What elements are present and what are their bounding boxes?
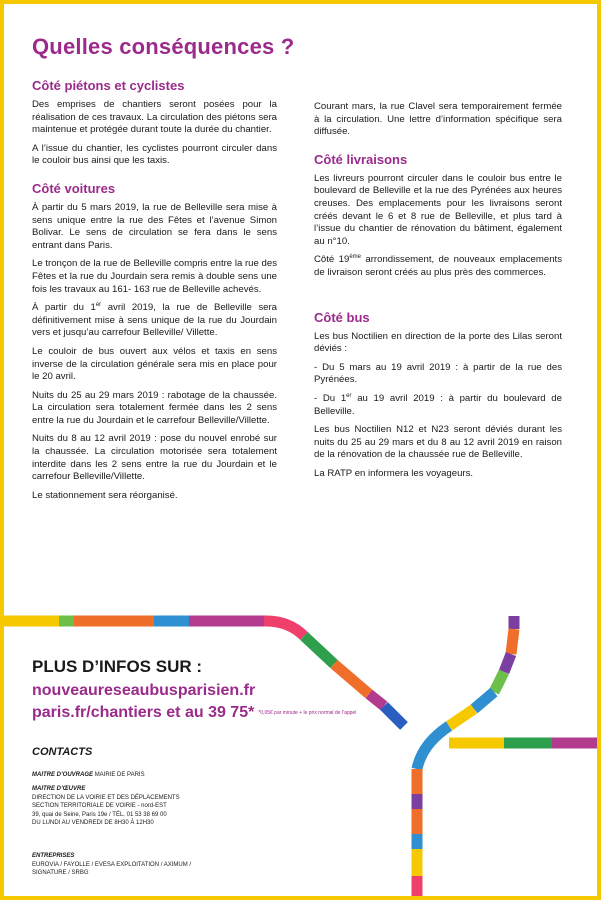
entr-line: EUROVIA / FAYOLLE / EVESA EXPLOITATION / AXIMUM / (32, 861, 192, 868)
superscript: er (346, 392, 352, 399)
text-part: arrondissement, de nouveaux emplacements de livraison seront créés au plus près des commerces. (314, 254, 562, 278)
paragraph: A l’issue du chantier, les cyclistes pourront circuler dans le couloir bus ainsi que les taxis. (32, 142, 277, 167)
website-link[interactable]: nouveaureseaubusparisien.fr (32, 682, 256, 699)
text-part: avril 2019, la rue de Belleville sera définitivement mise à sens unique de la rue du Jourdain vers et jusqu’au carrefour Belleville/ Villette. (32, 302, 277, 339)
maitre-oeuvre (32, 785, 252, 828)
moe-line: DU LUNDI AU VENDREDI DE 8H30 À 12H30 (32, 820, 154, 826)
paragraph: Nuits du 25 au 29 mars 2019 : rabotage de la chaussée. La circulation sera totalement fermée dans les 2 sens entre la rue du Jourdain et le carrefour Belleville/Villette. (32, 389, 277, 426)
moe-line: DIRECTION DE LA VOIRIE ET DES DÉPLACEMENTS (32, 794, 180, 801)
moe-line: 39, quai de Seine, Paris 19e / TÉL. 01 53 38 69 00 (32, 811, 167, 818)
paragraph: Les livreurs pourront circuler dans le couloir bus entre le boulevard de Belleville et la rue des Pyrénées aux heures creuses. Des emplacements pour les livraisons seront créés devant le 6 et 8 rue de Belleville, et plus tard à l’issue du chantier de rénovation du bâtiment, également au n°10. (314, 172, 562, 247)
superscript: ème (349, 254, 361, 261)
entreprises (32, 852, 252, 878)
contacts-heading: CONTACTS (32, 746, 93, 758)
paragraph: - Du 5 mars au 19 avril 2019 : à partir de la rue des Pyrénées. (314, 361, 562, 386)
section-heading: Côté bus (314, 309, 370, 325)
paragraph: Les bus Noctilien N12 et N23 seront déviés durant les nuits du 25 au 29 mars et du 8 au 12 avril 2019 en raison de la rénovation de la chaussée rue de Belleville. (314, 424, 562, 461)
paragraph: Courant mars, la rue Clavel sera temporairement fermée à la circulation. Une lettre d’information spécifique sera diffusée. (314, 101, 562, 138)
section-heading: Côté livraisons (314, 151, 408, 167)
paragraph: Les bus Noctilien en direction de la porte des Lilas seront déviés : (314, 330, 562, 355)
entr-label: ENTREPRISES (32, 853, 75, 859)
text-part: au 19 avril 2019 : à partir du boulevard de Belleville. (314, 392, 562, 417)
page-title: Quelles conséquences ? (32, 34, 295, 59)
paragraph: Le stationnement sera réorganisé. (32, 489, 178, 501)
maitre-ouvrage (32, 771, 252, 780)
price-note: *0,05€ par minute + le prix normal de l’appel (258, 709, 357, 716)
superscript: er (95, 301, 102, 308)
more-info-heading: PLUS D’INFOS SUR : (32, 657, 203, 676)
text-part: - Du 1 (314, 392, 347, 404)
section-heading: Côté voitures (32, 180, 116, 196)
paragraph: Le tronçon de la rue de Belleville compris entre la rue des Fêtes et la rue du Jourdain sera remis à double sens une fois les travaux au 161- 163 rue de Belleville achevés. (32, 258, 277, 295)
paragraph: La RATP en informera les voyageurs. (314, 467, 474, 479)
text-part: À partir du 1 (32, 302, 96, 314)
bus-lines-graphic (4, 4, 601, 900)
moa-value: MAIRIE DE PARIS (94, 772, 145, 778)
moe-label: MAITRE D’ŒUVRE (32, 786, 86, 792)
paragraph: Le couloir de bus ouvert aux vélos et taxis en sens inverse de la circulation générale sera mis en place pour le 20 avril. (32, 345, 277, 383)
paragraph: À partir du 5 mars 2019, la rue de Belleville sera mise à sens unique entre la rue des Fêtes et l’avenue Simon Bolivar. Le sens de circulation se fera dans le sens entrant dans Paris. (32, 201, 277, 251)
chantiers-link-text[interactable]: paris.fr/chantiers et au 39 75* (32, 704, 255, 721)
moa-label: MAITRE D’OUVRAGE (32, 772, 94, 778)
section-heading: Côté piétons et cyclistes (32, 78, 185, 93)
entr-line: SIGNATURE / SRBG (32, 870, 89, 876)
paragraph: Des emprises de chantiers seront posées pour la réalisation de ces travaux. La circulation des piétons sera maintenue et protégée durant toute la durée du chantier. (32, 99, 277, 136)
text-part: Côté 19 (314, 254, 350, 266)
paragraph: Nuits du 8 au 12 avril 2019 : pose du nouvel enrobé sur la chaussée. La circulation motorisée sera totalement interdite dans les 2 sens entre la rue du Jourdain et le carrefour Belleville/Villette. (32, 433, 277, 483)
moe-line: SECTION TERRITORIALE DE VOIRIE - nord-EST (32, 803, 167, 809)
chantiers-link[interactable] (32, 704, 356, 722)
